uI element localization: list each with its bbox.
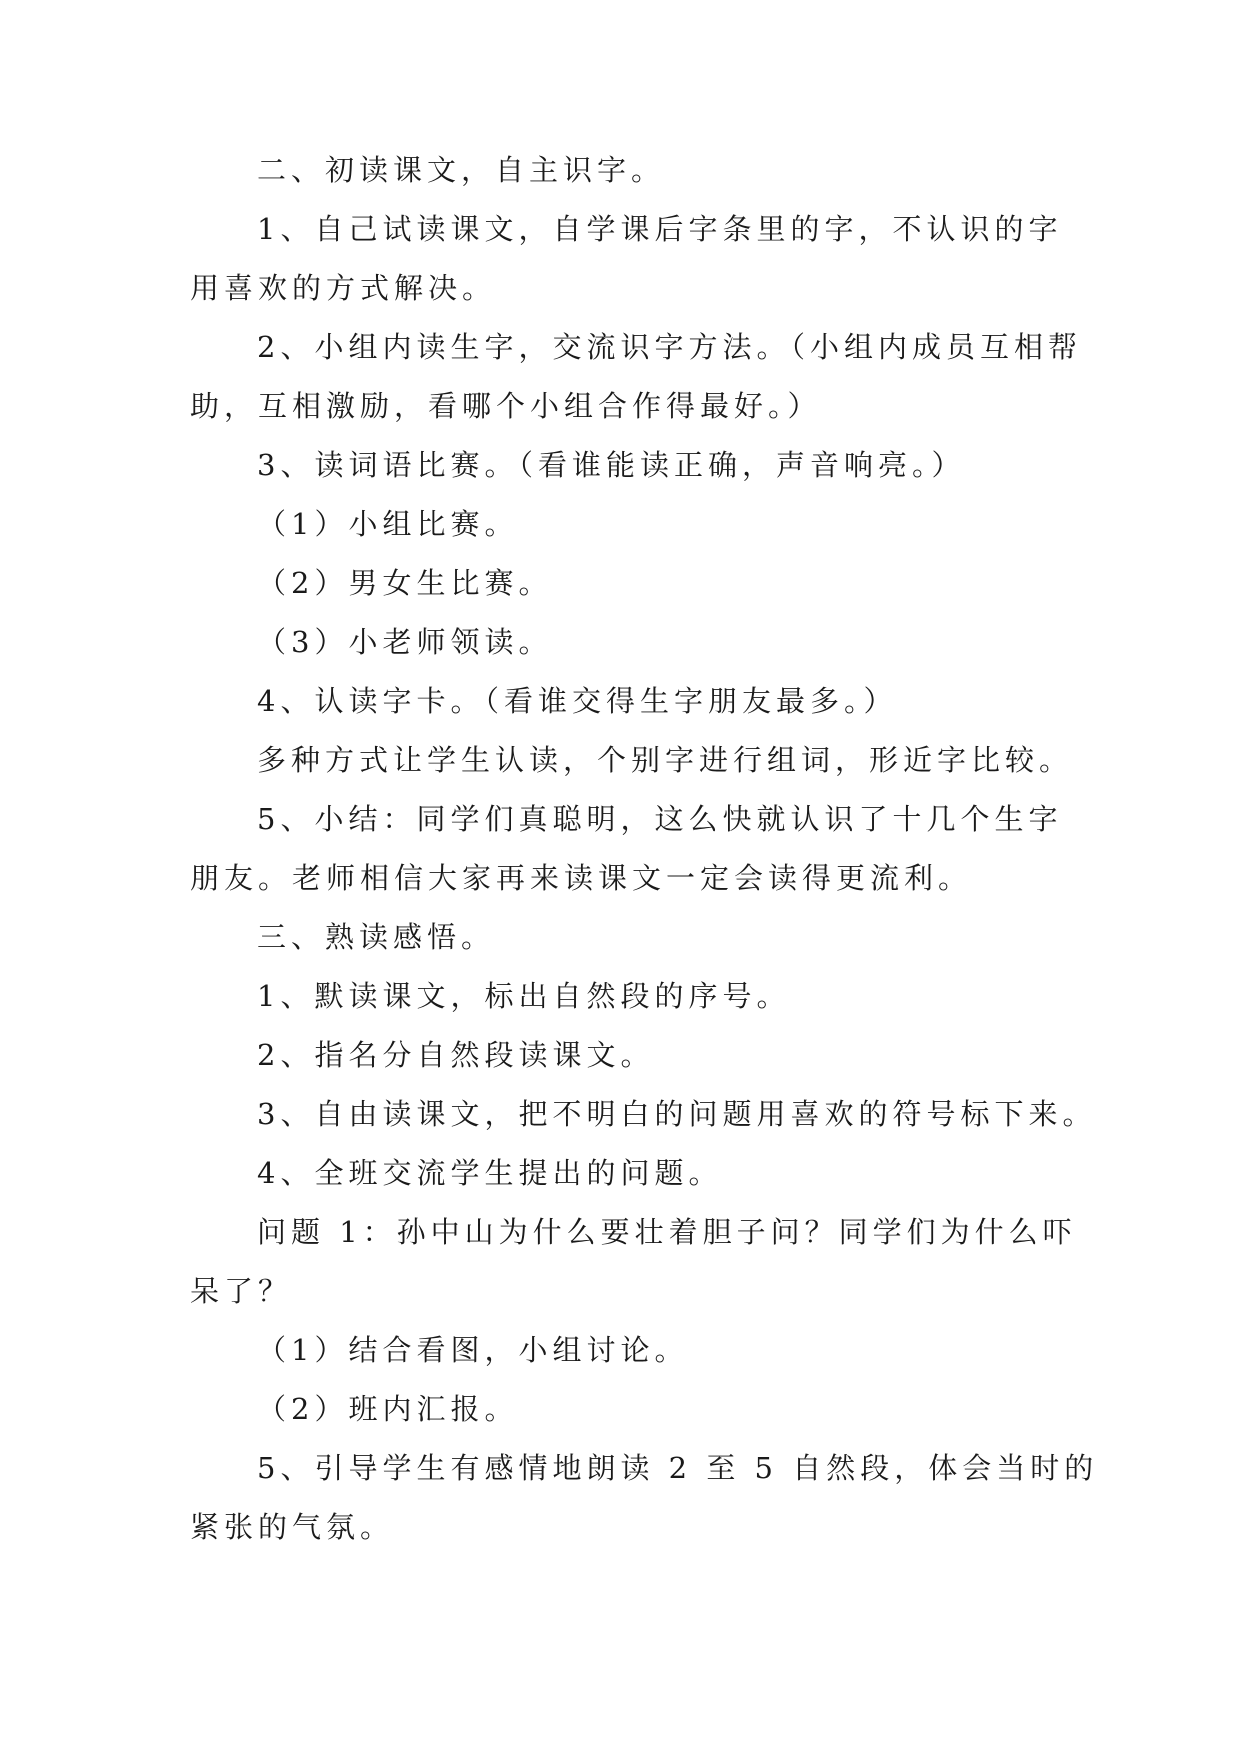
paragraph-line: 2、指名分自然段读课文。 [257,1038,655,1072]
section-heading-3: 三、熟读感悟。 [257,920,496,954]
paragraph-line: 呆了？ [190,1274,293,1308]
paragraph-line: 紧张的气氛。 [190,1510,395,1544]
paragraph-line: 助，互相激励，看哪个小组合作得最好。） [190,389,822,423]
section-heading-2: 二、初读课文，自主识字。 [257,153,666,187]
list-item: （2）班内汇报。 [257,1392,519,1426]
paragraph-line: 4、全班交流学生提出的问题。 [257,1156,723,1190]
paragraph-line: 2、小组内读生字，交流识字方法。（小组内成员互相帮 [257,330,1082,364]
paragraph-line: 5、小结：同学们真聪明，这么快就认识了十几个生字 [257,802,1063,836]
paragraph-line: 问题 1：孙中山为什么要壮着胆子问？同学们为什么吓 [257,1215,1077,1249]
paragraph-line: 多种方式让学生认读，个别字进行组词，形近字比较。 [257,743,1074,777]
paragraph-line: 4、认读字卡。（看谁交得生字朋友最多。） [257,684,898,718]
paragraph-line: 3、自由读课文，把不明白的问题用喜欢的符号标下来。 [257,1097,1097,1131]
paragraph-line: 用喜欢的方式解决。 [190,271,497,305]
paragraph-line: 1、默读课文，标出自然段的序号。 [257,979,791,1013]
paragraph-line: 5、引导学生有感情地朗读 2 至 5 自然段，体会当时的 [257,1451,1099,1485]
list-item: （2）男女生比赛。 [257,566,553,600]
paragraph-line: 3、读词语比赛。（看谁能读正确，声音响亮。） [257,448,966,482]
list-item: （3）小老师领读。 [257,625,553,659]
list-item: （1）小组比赛。 [257,507,519,541]
paragraph-line: 1、自己试读课文，自学课后字条里的字，不认识的字 [257,212,1063,246]
list-item: （1）结合看图，小组讨论。 [257,1333,689,1367]
paragraph-line: 朋友。老师相信大家再来读课文一定会读得更流利。 [190,861,973,895]
